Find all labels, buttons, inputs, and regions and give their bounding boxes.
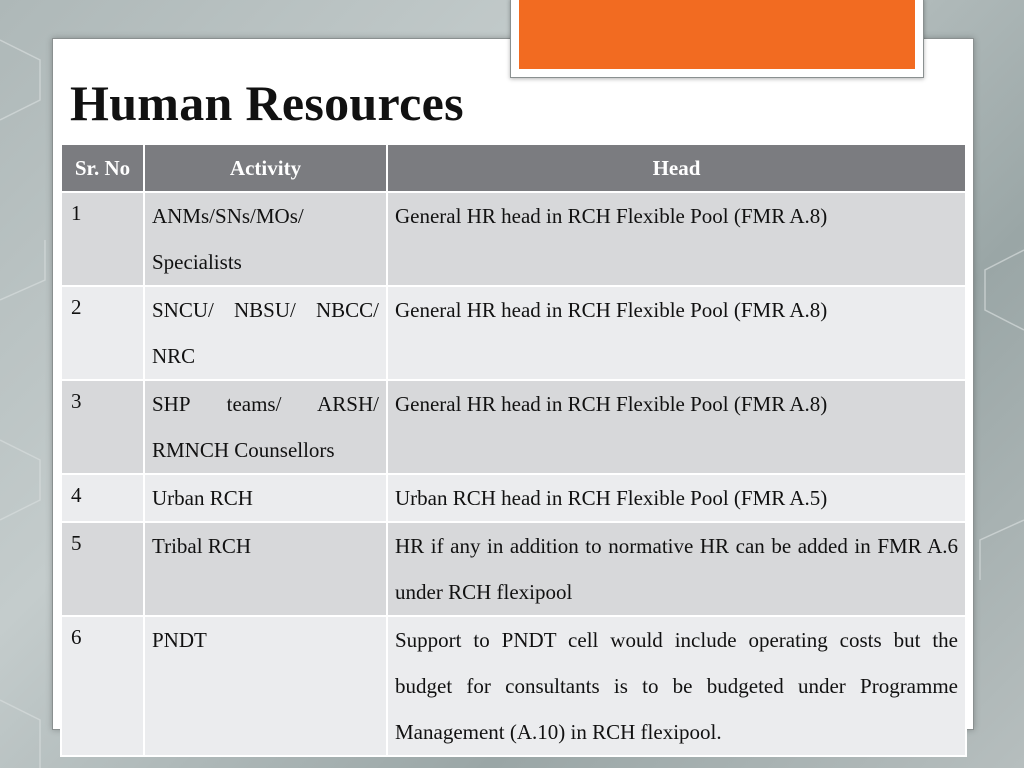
cell-sr-no: 6	[61, 616, 144, 756]
cell-sr-no: 5	[61, 522, 144, 616]
cell-sr-no: 1	[61, 192, 144, 286]
table-row	[61, 474, 966, 522]
hr-activity-table	[60, 143, 967, 757]
cell-head: Urban RCH head in RCH Flexible Pool (FMR A.5)	[387, 474, 966, 522]
table-row	[61, 286, 966, 380]
table-row	[61, 380, 966, 474]
slide-title: Human Resources	[70, 75, 464, 131]
table-row	[61, 522, 966, 616]
accent-banner	[519, 0, 915, 69]
header-activity: Activity	[144, 144, 387, 192]
cell-sr-no: 3	[61, 380, 144, 474]
cell-activity: Tribal RCH	[144, 522, 387, 616]
cell-activity: SHP teams/ ARSH/ RMNCH Counsellors	[144, 380, 387, 474]
cell-activity: Urban RCH	[144, 474, 387, 522]
cell-sr-no: 4	[61, 474, 144, 522]
cell-head: HR if any in addition to normative HR can be added in FMR A.6 under RCH flexipool	[387, 522, 966, 616]
table-header-row	[61, 144, 966, 192]
cell-activity: ANMs/SNs/MOs/ Specialists	[144, 192, 387, 286]
header-head: Head	[387, 144, 966, 192]
table-row	[61, 616, 966, 756]
cell-head: General HR head in RCH Flexible Pool (FMR A.8)	[387, 380, 966, 474]
accent-banner-frame	[510, 0, 924, 78]
header-sr-no: Sr. No	[61, 144, 144, 192]
cell-head: General HR head in RCH Flexible Pool (FMR A.8)	[387, 286, 966, 380]
cell-activity: PNDT	[144, 616, 387, 756]
cell-activity: SNCU/ NBSU/ NBCC/ NRC	[144, 286, 387, 380]
cell-sr-no: 2	[61, 286, 144, 380]
table-row	[61, 192, 966, 286]
cell-head: General HR head in RCH Flexible Pool (FMR A.8)	[387, 192, 966, 286]
cell-head: Support to PNDT cell would include operating costs but the budget for consultants is to be budgeted under Programme Management (A.10) in RCH flexipool.	[387, 616, 966, 756]
